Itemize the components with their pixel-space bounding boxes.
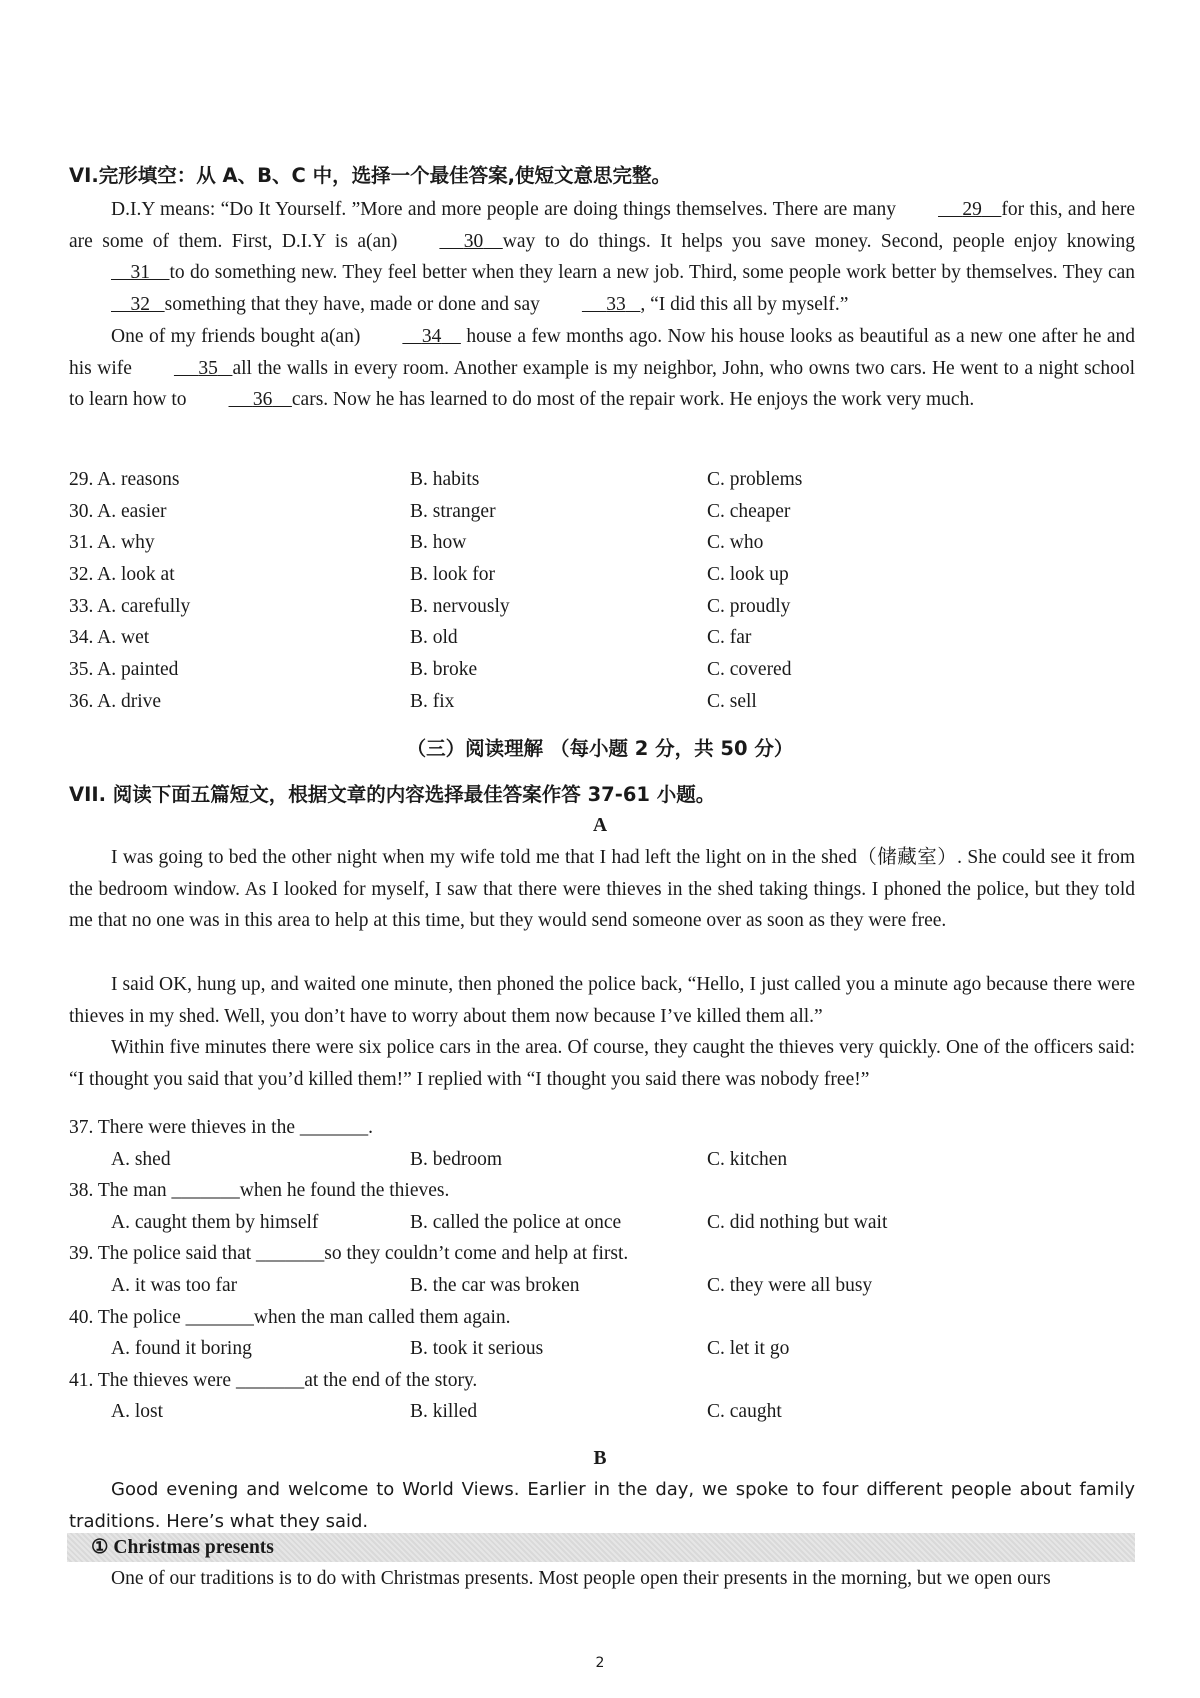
- passage-a-paragraph-3: Within five minutes there were six police cars in the area. Of course, they caught the thieves very quickly. One of the officers said: “I thought you said that you’d killed them!” I replied with “I thought you said there was nobody free!”: [69, 1037, 1135, 1090]
- option-c: C. proudly: [707, 596, 791, 617]
- option-b: B. killed: [410, 1401, 478, 1422]
- option-c: C. far: [707, 627, 752, 648]
- option-b: B. habits: [410, 469, 480, 490]
- option-c: C. did nothing but wait: [707, 1212, 888, 1233]
- cloze-text: cars. Now he has learned to do most of the repair work. He enjoys the work very much.: [291, 389, 975, 411]
- option-a: A. shed: [111, 1149, 171, 1170]
- option-b: B. the car was broken: [410, 1275, 580, 1296]
- blank-30: 30: [463, 230, 484, 252]
- option-c: C. problems: [707, 469, 803, 490]
- cloze-paragraph-2: [69, 321, 1135, 416]
- section-heading-reading: VII. 阅读下面五篇短文，根据文章的内容选择最佳答案作答 37-61 小题。: [69, 783, 716, 806]
- option-c: C. caught: [707, 1401, 782, 1422]
- option-b: B. fix: [410, 691, 455, 712]
- option-c: C. covered: [707, 659, 792, 680]
- option-a: A. lost: [111, 1401, 164, 1422]
- cloze-text: One of my friends bought a(an): [111, 326, 361, 347]
- option-b: B. old: [410, 627, 458, 648]
- passage-b-intro: Good evening and welcome to World Views. Earlier in the day, we spoke to four different people about family traditions. Here’s what they said.: [69, 1479, 1135, 1532]
- blank-32: 32: [130, 294, 150, 316]
- blank-34: 34: [421, 326, 442, 347]
- section-banner: [67, 1533, 1135, 1562]
- passage-b-item-1-text: One of our traditions is to do with Christmas presents. Most people open their presents in the morning, but we open ours: [111, 1568, 1051, 1589]
- option-b: B. nervously: [410, 596, 510, 617]
- passage-letter-a: A: [592, 815, 608, 836]
- option-a: 35. A. painted: [69, 659, 179, 680]
- passage-a-paragraph-1: I was going to bed the other night when my wife told me that I had left the light on in the shed（储藏室）. She could see it from the bedroom window. As I looked for myself, I saw that there were thieves in the shed taking things. I phoned the police, but they told me that no one was in this area to help at this time, but they would send someone over as soon as they were free.: [69, 847, 1135, 932]
- cloze-text: house a few months ago. Now his house looks as beautiful as a new one after he and his wife: [69, 326, 1135, 379]
- cloze-text: , “I did this all by myself.”: [640, 294, 849, 316]
- option-a: 31. A. why: [69, 532, 155, 553]
- option-a: A. found it boring: [111, 1338, 252, 1359]
- cloze-text: for this, and here are some of them. First, D.I.Y is a(an): [69, 199, 1135, 252]
- option-a: 33. A. carefully: [69, 596, 191, 617]
- passage-a-paragraph-2: I said OK, hung up, and waited one minute, then phoned the police back, “Hello, I just called you a minute ago because there were thieves in my shed. Well, you don’t have to worry about them now because I’ve killed them all.”: [69, 974, 1135, 1027]
- blank-29: 29: [962, 199, 982, 220]
- option-c: C. cheaper: [707, 501, 791, 522]
- option-b: B. stranger: [410, 501, 496, 522]
- option-b: B. look for: [410, 564, 496, 585]
- option-a: A. caught them by himself: [111, 1212, 319, 1233]
- blank-31: 31: [130, 262, 150, 284]
- cloze-text: way to do things. It helps you save money. Second, people enjoy knowing: [502, 230, 1136, 252]
- page-number: 2: [595, 1655, 605, 1671]
- question-stem: 37. There were thieves in the _______.: [69, 1117, 373, 1138]
- option-a: A. it was too far: [111, 1275, 238, 1296]
- option-a: 36. A. drive: [69, 691, 162, 712]
- section-heading-cloze: VI.完形填空：从 A、B、C 中，选择一个最佳答案,使短文意思完整。: [69, 164, 672, 187]
- option-a: 32. A. look at: [69, 564, 175, 585]
- question-stem: 38. The man _______when he found the thieves.: [69, 1180, 450, 1201]
- option-b: B. took it serious: [410, 1338, 544, 1359]
- option-c: C. let it go: [707, 1338, 790, 1359]
- option-c: C. they were all busy: [707, 1275, 873, 1296]
- option-a: 34. A. wet: [69, 627, 150, 648]
- option-a: 29. A. reasons: [69, 469, 180, 490]
- cloze-text: to do something new. They feel better when they learn a new job. Third, some people work better by themselves. They can: [169, 262, 1135, 284]
- option-b: B. called the police at once: [410, 1212, 622, 1233]
- option-c: C. sell: [707, 691, 757, 712]
- option-c: C. kitchen: [707, 1149, 788, 1170]
- banner-title: ① Christmas presents: [91, 1537, 274, 1558]
- question-stem: 40. The police _______when the man called them again.: [69, 1307, 511, 1328]
- blank-36: 36: [252, 389, 273, 411]
- cloze-text: D.I.Y means: “Do It Yourself. ”More and more people are doing things themselves. There are many: [111, 199, 897, 220]
- blank-33: 33: [606, 294, 626, 316]
- option-c: C. who: [707, 532, 764, 553]
- cloze-text: something that they have, made or done and say: [164, 294, 540, 316]
- question-stem: 39. The police said that _______so they couldn’t come and help at first.: [69, 1243, 629, 1264]
- question-stem: 41. The thieves were _______at the end of the story.: [69, 1370, 478, 1391]
- reading-title: （三）阅读理解 （每小题 2 分，共 50 分）: [406, 737, 794, 760]
- option-b: B. broke: [410, 659, 478, 680]
- option-c: C. look up: [707, 564, 789, 585]
- cloze-paragraph-1: [69, 194, 1135, 321]
- option-a: 30. A. easier: [69, 501, 167, 522]
- option-b: B. bedroom: [410, 1149, 503, 1170]
- option-b: B. how: [410, 532, 467, 553]
- passage-letter-b: B: [593, 1448, 607, 1469]
- blank-35: 35: [198, 357, 218, 379]
- cloze-text: all the walls in every room. Another example is my neighbor, John, who owns two cars. He went to a night school to learn how to: [69, 357, 1136, 411]
